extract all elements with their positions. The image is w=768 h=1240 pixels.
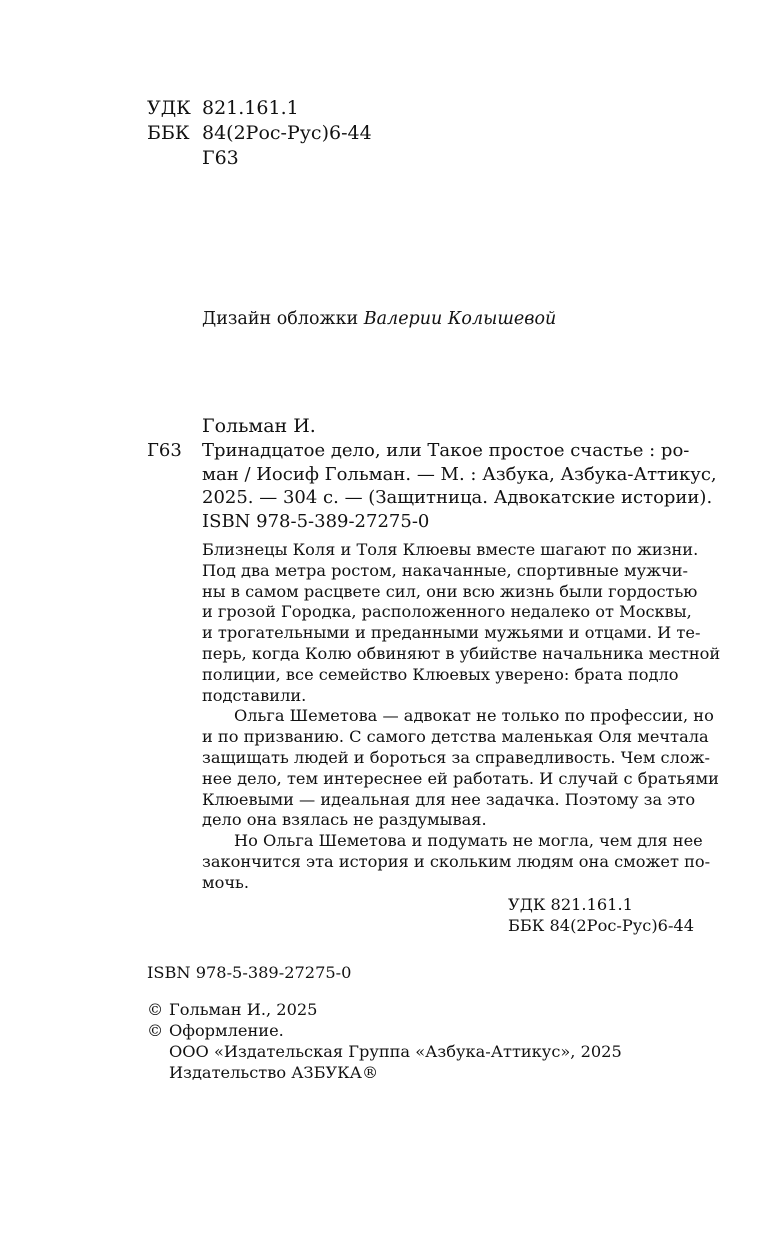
annotation-line: и трогательными и преданными мужьями и отцами. И те- bbox=[202, 623, 701, 643]
udk-line bbox=[147, 96, 299, 120]
annotation-line: ны в самом расцвете сил, они всю жизнь были гордостью bbox=[202, 581, 698, 601]
bibliographic-line: Тринадцатое дело, или Такое простое счастье : ро- bbox=[202, 440, 690, 461]
annotation bbox=[202, 540, 721, 894]
annotation-line: мочь. bbox=[202, 872, 249, 892]
annotation-line: Под два метра ростом, накачанные, спортивные мужчи- bbox=[202, 560, 688, 580]
copyright-symbol: © bbox=[147, 1021, 164, 1040]
bibliographic-isbn: ISBN 978-5-389-27275-0 bbox=[202, 510, 430, 532]
copyright-publisher: Издательство АЗБУКА® bbox=[169, 1063, 379, 1082]
bbk-value: 84(2Рос-Рус)6-44 bbox=[202, 122, 372, 144]
annotation-line: защищать людей и бороться за справедливость. Чем слож- bbox=[202, 747, 711, 767]
annotation-line: и грозой Городка, расположенного недалеко от Москвы, bbox=[202, 602, 692, 622]
author-sign-top: Г63 bbox=[202, 147, 239, 169]
annotation-line: дело она взялась не раздумывая. bbox=[202, 810, 487, 830]
copyright-publisher-group: ООО «Издательская Группа «Азбука-Аттикус», 2025 bbox=[169, 1042, 622, 1061]
copyright-design-line bbox=[147, 1020, 622, 1041]
copyright-symbol: © bbox=[147, 1000, 164, 1019]
annotation-line: подставили. bbox=[202, 685, 307, 705]
bbk-label: ББК bbox=[147, 122, 190, 144]
author-sign-record: Г63 bbox=[147, 440, 182, 461]
cover-design-prefix: Дизайн обложки bbox=[202, 309, 359, 329]
bibliographic-line: 2025. — 304 с. — (Защитница. Адвокатские истории). bbox=[202, 487, 713, 508]
author-heading: Гольман И. bbox=[202, 415, 316, 437]
annotation-line: перь, когда Колю обвиняют в убийстве начальника местной bbox=[202, 643, 721, 663]
annotation-line: Ольга Шеметова — адвокат не только по профессии, но bbox=[234, 706, 714, 726]
bibliographic-record bbox=[202, 439, 717, 533]
copyright-author: Гольман И., 2025 bbox=[169, 1000, 318, 1019]
annotation-line: Клюевыми — идеальная для нее задачка. Поэтому за это bbox=[202, 789, 696, 809]
cover-designer-name: Валерии Колышевой bbox=[363, 309, 557, 329]
annotation-line: закончится эта история и скольким людям она сможет по- bbox=[202, 851, 711, 871]
bbk-line bbox=[147, 121, 372, 145]
annotation-line: и по призванию. С самого детства маленькая Оля мечтала bbox=[202, 727, 709, 747]
cover-design-credit bbox=[202, 307, 556, 331]
copyright-author-line bbox=[147, 999, 622, 1020]
udk-label: УДК bbox=[147, 97, 191, 119]
annotation-line: Но Ольга Шеметова и подумать не могла, чем для нее bbox=[234, 831, 703, 851]
copyright-block bbox=[147, 999, 622, 1083]
annotation-line: нее дело, тем интереснее ей работать. И случай с братьями bbox=[202, 768, 719, 788]
udk-value: 821.161.1 bbox=[202, 97, 299, 119]
annotation-udk: УДК 821.161.1 bbox=[508, 895, 633, 914]
copyright-design-label: Оформление. bbox=[169, 1021, 284, 1040]
bibliographic-line: ман / Иосиф Гольман. — М. : Азбука, Азбука-Аттикус, bbox=[202, 463, 717, 485]
annotation-line: Близнецы Коля и Толя Клюевы вместе шагают по жизни. bbox=[202, 540, 699, 559]
annotation-line: полиции, все семейство Клюевых уверено: брата подло bbox=[202, 664, 679, 684]
annotation-bbk: ББК 84(2Рос-Рус)6-44 bbox=[508, 916, 695, 935]
isbn: ISBN 978-5-389-27275-0 bbox=[147, 963, 352, 982]
